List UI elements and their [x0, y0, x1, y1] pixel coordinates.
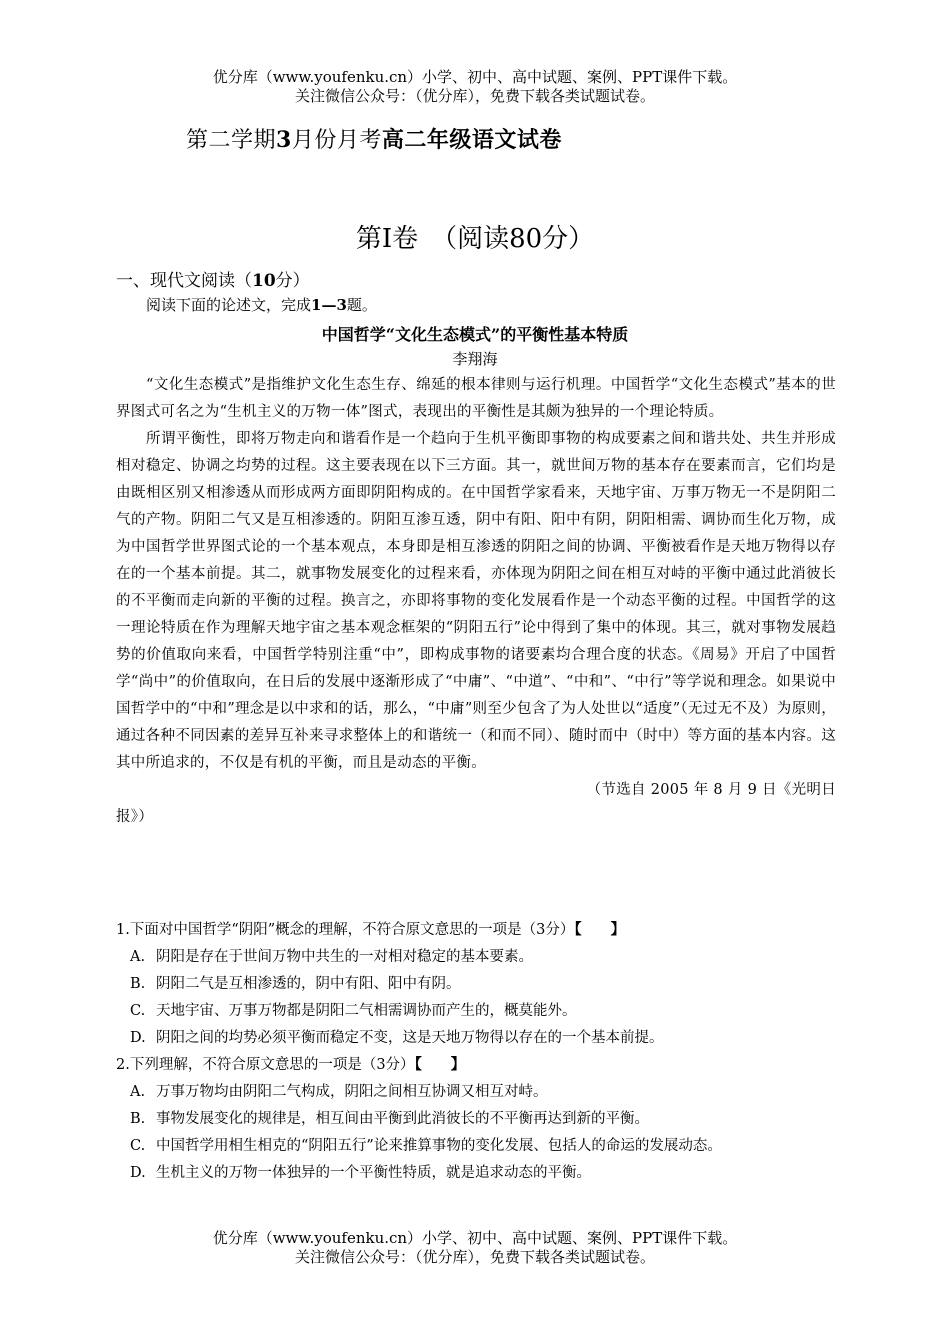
- question-2-option-c: [130, 1134, 722, 1155]
- question-1-text: 1.下面对中国哲学“阴阳”概念的理解，不符合原文意思的一项是（3分）: [116, 922, 575, 938]
- section-heading: [116, 266, 310, 291]
- footer-line-2: 关注微信公众号：（优分库），免费下载各类试题试卷。: [294, 1248, 655, 1266]
- instruction-post: 题。: [346, 296, 377, 314]
- answer-bracket[interactable]: 【 】: [574, 921, 626, 938]
- question-1-stem: [116, 918, 625, 939]
- question-1-option-d: [130, 1026, 664, 1047]
- question-2-option-b: [130, 1107, 649, 1128]
- instruction-pre: 阅读下面的论述文，完成: [146, 296, 312, 314]
- option-text: 天地宇宙、万事万物都是阴阳二气相需调协而产生的，概莫能外。: [156, 1003, 577, 1019]
- answer-bracket[interactable]: 【 】: [414, 1056, 466, 1073]
- exam-title: [186, 123, 562, 154]
- option-text: 万事万物均由阴阳二气构成，阴阳之间相互协调又相互对峙。: [156, 1084, 548, 1100]
- section-label-score: 10: [252, 271, 276, 291]
- option-letter: B.: [130, 976, 146, 992]
- exam-title-part2: 3: [276, 127, 292, 153]
- option-letter: D.: [130, 1165, 146, 1181]
- question-2-option-a: [130, 1080, 548, 1101]
- question-1-option-a: [130, 945, 533, 966]
- option-letter: B.: [130, 1111, 146, 1127]
- exam-title-part4: 高二年级语文试卷: [381, 127, 562, 153]
- option-text: 阴阳是存在于世间万物中共生的一对相对稳定的基本要素。: [156, 949, 533, 965]
- question-2-stem: [116, 1053, 465, 1074]
- exam-title-part3: 月份月考: [291, 128, 382, 153]
- option-text: 阴阳之间的均势必须平衡而稳定不变，这是天地万物得以存在的一个基本前提。: [156, 1030, 664, 1046]
- option-text: 生机主义的万物一体独异的一个平衡性特质，就是追求动态的平衡。: [156, 1165, 591, 1181]
- option-letter: D.: [130, 1030, 146, 1046]
- question-2-text: 2.下列理解，不符合原文意思的一项是（3分）: [116, 1057, 415, 1073]
- exam-title-part1: 第二学期: [186, 128, 277, 153]
- article-body: [116, 372, 836, 831]
- option-letter: C.: [130, 1003, 146, 1019]
- option-text: 阴阳二气是互相渗透的，阴中有阳、阳中有阴。: [156, 976, 461, 992]
- option-text: 中国哲学用相生相克的“阴阳五行”论来推算事物的变化发展、包括人的命运的发展动态。: [156, 1138, 722, 1154]
- option-letter: A.: [130, 949, 146, 965]
- section-label-post: 分）: [275, 271, 310, 291]
- section-label-pre: 一、现代文阅读（: [116, 271, 252, 291]
- article-paragraph-2: 所谓平衡性，即将万物走向和谐看作是一个趋向于生机平衡即事物的构成要素之间和谐共处、共生并形成相对稳定、协调之均势的过程。这主要表现在以下三方面。其一，就世间万物的基本存在要素而言，它们均是由既相区别又相渗透从而形成两方面即阴阳构成的。在中国哲学家看来，天地宇宙、万事万物无一不是阴阳二气的产物。阴阳二气又是互相渗透的。阴阳互渗互透，阴中有阳、阳中有阴，阴阳相需、调协而生化万物，成为中国哲学世界图式论的一个基本观点，本身即是相互渗透的阴阳之间的协调、平衡被看作是天地万物得以存在的一个基本前提。其二，就事物发展变化的过程来看，亦体现为阴阳之间在相互对峙的平衡中通过此消彼长的不平衡而走向新的平衡的过程。换言之，亦即将事物的变化发展看作是一个动态平衡的过程。中国哲学的这一理论特质在作为理解天地宇宙之基本观念框架的“阴阳五行”论中得到了集中的体现。其三，就对事物发展趋势的价值取向来看，中国哲学特别注重“中”，即构成事物的诸要素均合理合度的状态。《周易》开启了中国哲学“尚中”的价值取向，在日后的发展中逐渐形成了“中庸”、“中道”、“中和”、“中行”等学说和理念。如果说中国哲学中的“中和”理念是以中求和的话，那么，“中庸”则至少包含了为人处世以“适度”（无过无不及）为原则，通过各种不同因素的差异互补来寻求整体上的和谐统一（和而不同）、随时而中（时中）等方面的基本内容。这其中所追求的，不仅是有机的平衡，而且是动态的平衡。: [116, 431, 836, 771]
- article-title: 中国哲学“文化生态模式”的平衡性基本特质: [321, 325, 629, 344]
- reading-instruction: [146, 294, 377, 315]
- question-2-option-d: [130, 1161, 591, 1182]
- question-1-option-c: [130, 999, 577, 1020]
- article-source-line-1: （节选自 2005 年 8 月 9 日《光明日: [586, 782, 836, 798]
- article-source-line-2: 报》）: [116, 809, 154, 825]
- article-paragraph-1: “文化生态模式”是指维护文化生态生存、绵延的根本律则与运行机理。中国哲学“文化生态模式”基本的世界图式可名之为“生机主义的万物一体”图式，表现出的平衡性是其颇为独异的一个理论特质。: [116, 377, 836, 420]
- instruction-range: 1—3: [311, 296, 347, 314]
- header-line-2: 关注微信公众号：（优分库），免费下载各类试题试卷。: [294, 87, 655, 105]
- question-1-option-b: [130, 972, 461, 993]
- footer-line-1: 优分库（www.youfenku.cn）小学、初中、高中试题、案例、PPT课件下载。: [212, 1229, 738, 1247]
- option-letter: A.: [130, 1084, 146, 1100]
- option-text: 事物发展变化的规律是，相互间由平衡到此消彼长的不平衡再达到新的平衡。: [156, 1111, 649, 1127]
- header-line-1: 优分库（www.youfenku.cn）小学、初中、高中试题、案例、PPT课件下载。: [212, 68, 738, 86]
- article-author: 李翔海: [452, 350, 498, 368]
- option-letter: C.: [130, 1138, 146, 1154]
- volume-title: 第Ⅰ卷 （阅读80分）: [355, 224, 595, 254]
